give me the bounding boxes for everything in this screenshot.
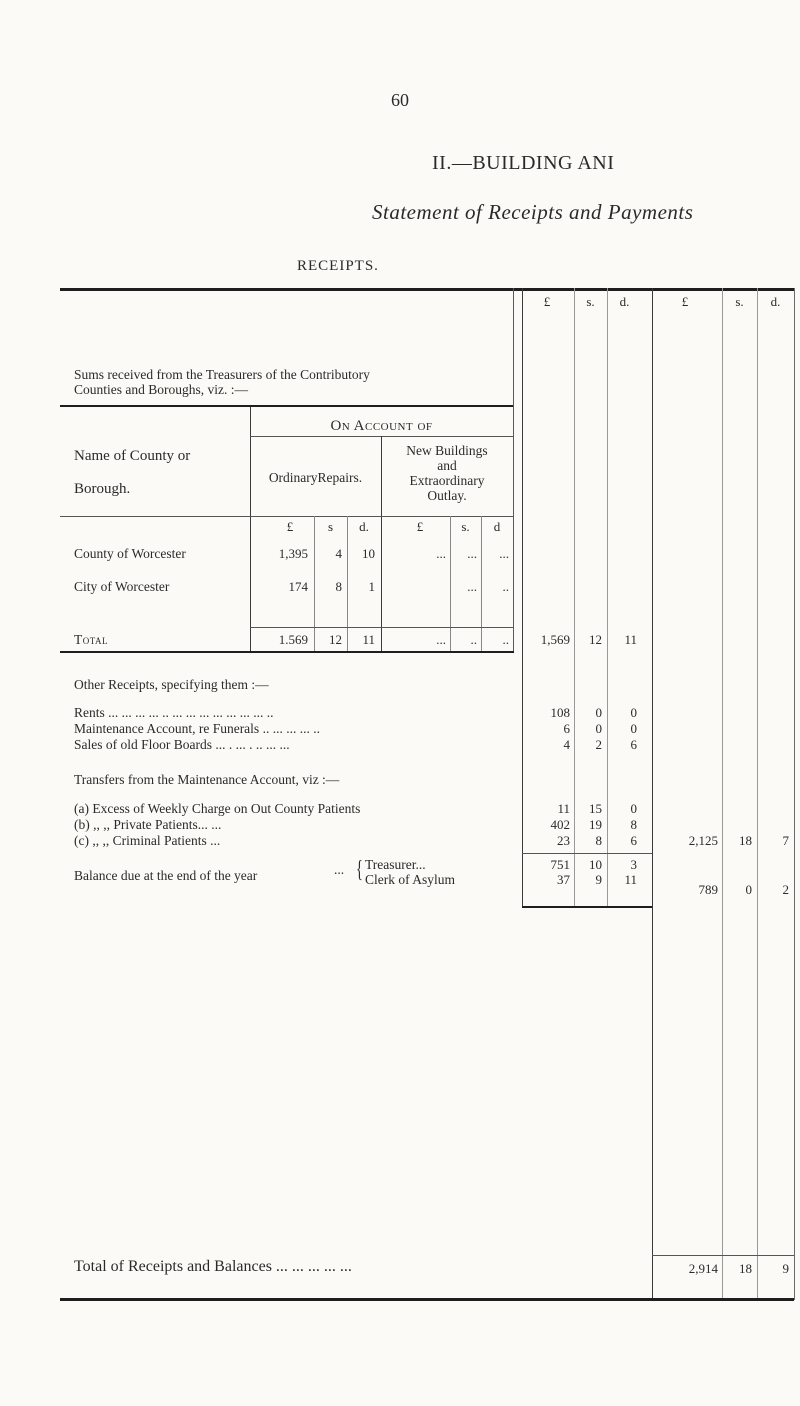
- col-divider-right: [652, 288, 653, 1298]
- table-top-border: [60, 288, 794, 291]
- clerk-pounds: 37: [557, 872, 570, 887]
- new-buildings-line1: New Buildings: [406, 443, 488, 458]
- transfer-pounds: 402: [550, 817, 570, 832]
- clerk-pence: 11: [624, 872, 637, 887]
- item-label: Sales of old Floor Boards ... . ... . .. ... ...: [74, 737, 290, 752]
- row-nb-shillings: ...: [467, 546, 477, 561]
- currency-pence-mid: d.: [619, 294, 630, 309]
- table-bottom-border: [60, 1298, 794, 1301]
- col-name-line2: Borough.: [74, 481, 131, 497]
- balance-dots: ...: [334, 862, 345, 877]
- col-divider-right-s-d: [757, 288, 758, 1298]
- row-or-pounds: 1,395: [278, 546, 308, 561]
- item-pounds: 4: [563, 737, 570, 752]
- page-number: 60: [391, 90, 409, 110]
- inner-pound2: £: [416, 519, 424, 534]
- grand-total-pence: 9: [782, 1261, 789, 1276]
- inner-shilling2: s.: [461, 519, 470, 534]
- total-nb-shillings: ..: [470, 632, 477, 647]
- transfer-shillings: 19: [589, 817, 602, 832]
- item-label: Rents ... ... ... ... .. ... ... ... ... ... ... ... ..: [74, 705, 274, 720]
- receipts-heading: RECEIPTS.: [297, 258, 379, 274]
- sums-total-pence: 11: [624, 632, 637, 647]
- new-buildings-header: [381, 443, 513, 503]
- receipts-subtotal-pence: 7: [782, 833, 789, 848]
- transfer-label: (a) Excess of Weekly Charge on Out County Patients: [74, 801, 361, 816]
- transfer-pence: 6: [630, 833, 637, 848]
- transfer-shillings: 8: [595, 833, 602, 848]
- section-title: II.—BUILDING ANI: [432, 152, 615, 174]
- on-account-of: On Account of: [330, 418, 433, 434]
- item-pence: 6: [630, 737, 637, 752]
- transfer-pounds: 23: [557, 833, 570, 848]
- item-pence: 0: [630, 705, 637, 720]
- treasurer-shillings: 10: [589, 857, 602, 872]
- row-or-pence: 10: [362, 546, 375, 561]
- treasurer-pence: 3: [630, 857, 637, 872]
- inner-shilling: s: [327, 519, 334, 534]
- currency-shilling-right: s.: [735, 294, 744, 309]
- inner-name-divider: [250, 407, 251, 653]
- inner-pound: £: [286, 519, 294, 534]
- total-or-shillings: 12: [329, 632, 342, 647]
- middle-block-bottom: [522, 906, 652, 908]
- currency-pence-right: d.: [770, 294, 781, 309]
- inner-table-bottom: [60, 651, 514, 653]
- item-pounds: 6: [563, 721, 570, 736]
- col-name-line1: Name of County or: [74, 448, 191, 464]
- row-or-pounds: 174: [288, 579, 308, 594]
- grand-total-label: Total of Receipts and Balances ... ... ... ... ...: [74, 1258, 352, 1275]
- balance-subtotal-pounds: 789: [698, 882, 718, 897]
- grand-total-pounds: 2,914: [688, 1261, 718, 1276]
- currency-shilling-mid: s.: [586, 294, 595, 309]
- row-nb-pence: ..: [502, 579, 509, 594]
- transfer-pence: 0: [630, 801, 637, 816]
- row-or-shillings: 8: [335, 579, 342, 594]
- item-pence: 0: [630, 721, 637, 736]
- currency-pound-mid: £: [543, 294, 551, 309]
- row-nb-shillings: ...: [467, 579, 477, 594]
- row-or-shillings: 4: [335, 546, 342, 561]
- transfer-pence: 8: [630, 817, 637, 832]
- grand-total-shillings: 18: [739, 1261, 752, 1276]
- row-nb-pence: ...: [499, 546, 509, 561]
- inner-pence: d.: [359, 519, 369, 534]
- balance-clerk-label: Clerk of Asylum: [365, 872, 455, 887]
- subtitle: Statement of Receipts and Payments: [372, 200, 694, 224]
- row-or-pence: 1: [368, 579, 375, 594]
- row-name: City of Worcester: [74, 579, 170, 594]
- balance-subtotal-pence: 2: [782, 882, 789, 897]
- new-buildings-line2: and: [437, 458, 457, 473]
- row-nb-pounds: ...: [436, 546, 446, 561]
- balance-subtotal-shillings: 0: [745, 882, 752, 897]
- receipts-subtotal-pounds: 2,125: [688, 833, 718, 848]
- inner-header-rule: [60, 516, 513, 517]
- sums-received-line2: Counties and Boroughs, viz. :—: [74, 382, 248, 397]
- item-label: Maintenance Account, re Funerals .. ... ... ... ..: [74, 721, 320, 736]
- new-buildings-line3: Extraordinary: [409, 473, 485, 488]
- treasurer-pounds: 751: [550, 857, 570, 872]
- total-rule: [250, 627, 513, 628]
- item-shillings: 0: [595, 705, 602, 720]
- balance-rule: [522, 853, 652, 854]
- balance-treasurer-label: Treasurer...: [365, 857, 426, 872]
- total-or-pence: 11: [362, 632, 375, 647]
- clerk-shillings: 9: [595, 872, 602, 887]
- new-buildings-line4: Outlay.: [427, 488, 467, 503]
- transfer-label: (b) ,, ,, Private Patients... ...: [74, 817, 222, 832]
- total-or-pounds: 1.569: [278, 632, 308, 647]
- item-shillings: 2: [595, 737, 602, 752]
- inner-pence2: d: [493, 519, 501, 534]
- sums-total-pounds: 1,569: [540, 632, 570, 647]
- inner-table-right: [513, 288, 514, 653]
- sums-total-shillings: 12: [589, 632, 602, 647]
- col-divider-right-l-s: [722, 288, 723, 1298]
- ordinary-repairs: OrdinaryRepairs.: [268, 470, 363, 485]
- transfer-label: (c) ,, ,, Criminal Patients ...: [74, 833, 221, 848]
- other-receipts-heading: Other Receipts, specifying them :—: [74, 677, 269, 692]
- total-nb-pounds: ...: [436, 632, 446, 647]
- balance-brace: {: [356, 857, 363, 883]
- total-label: Total: [74, 632, 109, 647]
- transfer-pounds: 11: [557, 801, 570, 816]
- receipts-subtotal-shillings: 18: [739, 833, 752, 848]
- total-nb-pence: ..: [502, 632, 509, 647]
- item-pounds: 108: [550, 705, 570, 720]
- table-right-border: [794, 288, 795, 1300]
- currency-pound-right: £: [681, 294, 689, 309]
- item-shillings: 0: [595, 721, 602, 736]
- row-name: County of Worcester: [74, 546, 186, 561]
- sums-received-line1: Sums received from the Treasurers of the Contributory: [74, 367, 370, 382]
- balance-label: Balance due at the end of the year: [74, 868, 258, 883]
- transfers-heading: Transfers from the Maintenance Account, viz :—: [74, 772, 340, 787]
- grand-total-rule: [652, 1255, 794, 1256]
- transfer-shillings: 15: [589, 801, 602, 816]
- inner-table-top: [60, 405, 514, 407]
